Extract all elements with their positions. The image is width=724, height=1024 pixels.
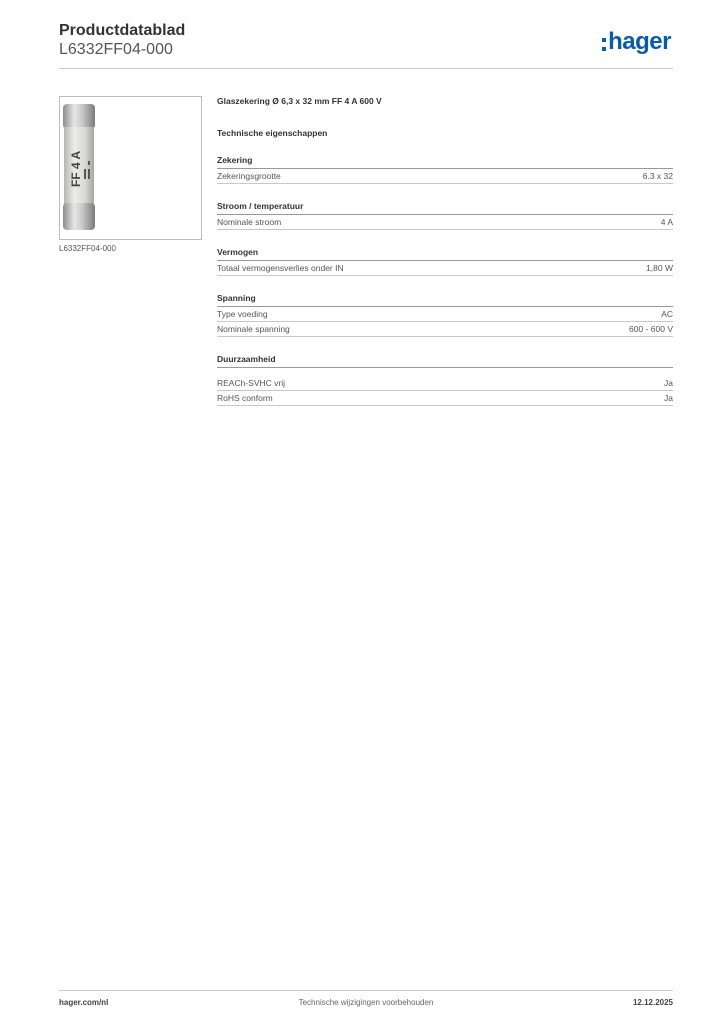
- spec-group-stroom: [217, 201, 673, 230]
- spec-group-duurzaamheid: [217, 354, 673, 406]
- section-header: Technische eigenschappen: [217, 128, 328, 138]
- document-title: Productdatablad: [59, 22, 186, 39]
- spec-label: Type voeding: [217, 309, 268, 319]
- footer-website-link[interactable]: hager.com/nl: [59, 998, 109, 1007]
- spec-label: REACh-SVHC vrij: [217, 378, 286, 388]
- footer-divider: [59, 990, 673, 991]
- spec-row: [217, 169, 673, 184]
- spec-label: Nominale stroom: [217, 217, 282, 227]
- image-caption: L6332FF04-000: [59, 244, 116, 253]
- spec-value: AC: [661, 309, 673, 319]
- spec-row: [217, 261, 673, 276]
- spec-value: 4 A: [660, 217, 673, 227]
- spec-value: Ja: [664, 393, 673, 403]
- spec-row: [217, 215, 673, 230]
- spec-value: 1,80 W: [646, 263, 673, 273]
- hager-logo: [602, 30, 671, 54]
- spec-group-vermogen: [217, 247, 673, 276]
- spec-row: [217, 391, 673, 406]
- spec-group-spanning: [217, 293, 673, 337]
- group-title: Vermogen: [217, 247, 673, 261]
- spec-label: RoHS conform: [217, 393, 273, 403]
- specifications: [217, 96, 673, 406]
- footer-disclaimer: Technische wijzigingen voorbehouden: [298, 998, 434, 1007]
- header-divider: [59, 68, 673, 69]
- fuse-illustration: [60, 97, 201, 239]
- group-title: Stroom / temperatuur: [217, 201, 673, 215]
- spec-value: 6.3 x 32: [642, 171, 673, 181]
- logo-colon-icon: [602, 38, 606, 51]
- product-image: [59, 96, 202, 240]
- spec-value: Ja: [664, 378, 673, 388]
- spec-label: Nominale spanning: [217, 324, 290, 334]
- spec-row: [217, 376, 673, 391]
- spec-group-zekering: [217, 155, 673, 184]
- logo-text: hager: [608, 28, 671, 55]
- product-code: L6332FF04-000: [59, 41, 173, 58]
- page-header: [59, 22, 673, 59]
- fuse-marking-text: FF 4 A: [69, 150, 83, 187]
- group-title: Zekering: [217, 155, 673, 169]
- footer-date: 12.12.2025: [632, 998, 673, 1007]
- spec-value: 600 - 600 V: [629, 324, 673, 334]
- group-title: Spanning: [217, 293, 673, 307]
- spec-row: [217, 307, 673, 322]
- product-title: Glaszekering Ø 6,3 x 32 mm FF 4 A 600 V: [217, 96, 382, 106]
- spec-label: Zekeringsgrootte: [217, 171, 281, 181]
- spec-row: [217, 322, 673, 337]
- spec-label: Totaal vermogensverlies onder IN: [217, 263, 344, 273]
- group-title: Duurzaamheid: [217, 354, 673, 368]
